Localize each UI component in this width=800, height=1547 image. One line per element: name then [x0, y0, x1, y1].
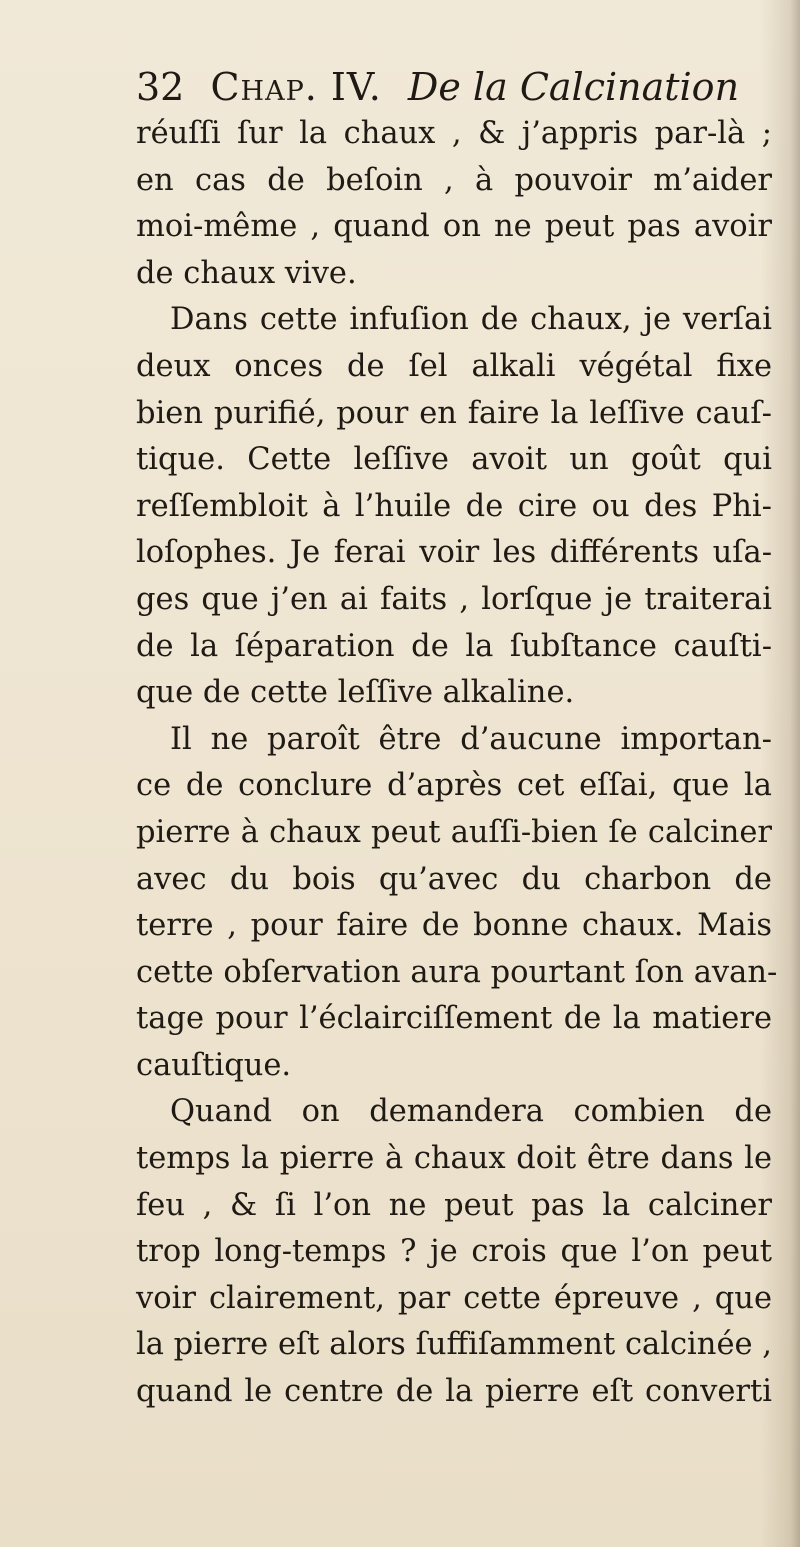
text-line: ges que j’en ai faits , lorſque je traiterai [136, 581, 772, 617]
text-line: avec du bois qu’avec du charbon de [136, 861, 772, 897]
chapter-label: Chap. IV. [210, 65, 382, 109]
text-line: reſſembloit à l’huile de cire ou des Phi- [136, 488, 772, 524]
text-line: ce de conclure d’après cet eſſai, que la [136, 768, 772, 804]
text-line: de la ſéparation de la ſubſtance cauſti- [136, 628, 772, 664]
body-text [136, 111, 778, 1416]
page-number: 32 [136, 65, 185, 109]
text-line: tage pour l’éclairciſſement de la matiere [136, 1001, 772, 1037]
text-line: quand le centre de la pierre eſt converti [136, 1374, 772, 1410]
text-line: feu , & ſi l’on ne peut pas la calciner [136, 1187, 772, 1223]
text-line: moi-même , quand on ne peut pas avoir [136, 209, 772, 245]
text-line: Il ne paroît être d’aucune importan- [170, 721, 772, 757]
text-line: réuſſi ſur la chaux , & j’appris par-là ; [136, 116, 772, 151]
text-line: de chaux vive. [136, 255, 357, 291]
text-line: la pierre eſt alors ſuffiſamment calcinée , [136, 1327, 772, 1363]
running-header [136, 62, 740, 112]
text-line: pierre à chaux peut auſſi-bien ſe calciner [136, 814, 772, 850]
text-line: Quand on demandera combien de [170, 1094, 772, 1130]
text-line: temps la pierre à chaux doit être dans le [136, 1141, 772, 1177]
text-line: voir clairement, par cette épreuve , que [136, 1280, 772, 1316]
text-line: cette obſervation aura pourtant ſon avan- [136, 954, 778, 990]
chapter-title: De la Calcination [407, 65, 740, 109]
text-line: cauſtique. [136, 1047, 292, 1083]
text-line: terre , pour faire de bonne chaux. Mais [136, 908, 772, 944]
text-line: tique. Cette leſſive avoit un goût qui [136, 442, 772, 478]
text-line: trop long-temps ? je crois que l’on peut [136, 1234, 772, 1270]
text-line: loſophes. Je ferai voir les différents uſa- [136, 535, 772, 571]
text-line: en cas de beſoin , à pouvoir m’aider [136, 162, 772, 198]
text-line: bien purifié, pour en faire la leſſive cauſ- [136, 395, 772, 431]
text-line: Dans cette infuſion de chaux, je verſai [170, 302, 772, 338]
text-line: que de cette leſſive alkaline. [136, 675, 575, 711]
text-line: deux onces de ſel alkali végétal fixe [136, 348, 772, 384]
